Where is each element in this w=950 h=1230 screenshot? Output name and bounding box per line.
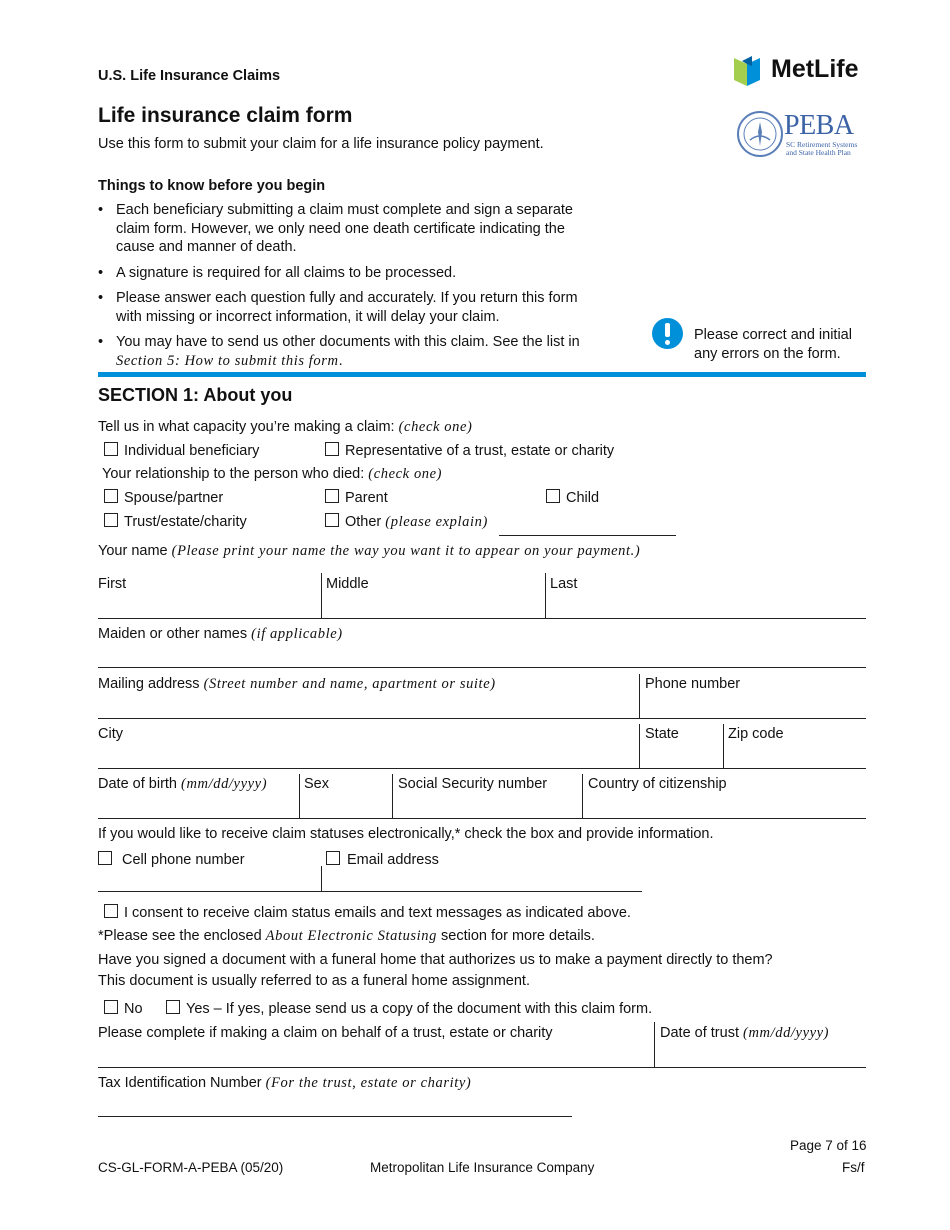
things-heading: Things to know before you begin <box>98 178 326 194</box>
metlife-wordmark: MetLife <box>771 55 859 83</box>
peba-logo <box>736 110 868 160</box>
page-number: Page 7 of 16 <box>790 1138 867 1153</box>
date-of-trust-field[interactable]: Date of trust (mm/dd/yyyy) <box>660 1025 830 1041</box>
field-divider <box>299 774 300 819</box>
field-divider <box>392 774 393 819</box>
things-list <box>98 201 588 377</box>
page-title: Life insurance claim form <box>98 104 353 127</box>
field-underline <box>98 818 866 819</box>
email-option[interactable]: Email address <box>326 851 439 868</box>
capacity-question: Tell us in what capacity you’re making a claim: (check one) <box>98 419 473 435</box>
funeral-no-checkbox[interactable] <box>104 1000 118 1014</box>
company-name: Metropolitan Life Insurance Company <box>370 1160 595 1175</box>
first-name-field[interactable]: First <box>98 576 127 592</box>
field-divider <box>321 866 322 892</box>
other-explain-field[interactable] <box>499 535 676 536</box>
section-1-heading: SECTION 1: About you <box>98 385 293 405</box>
representative-option[interactable]: Representative of a trust, estate or charity <box>325 442 614 459</box>
footer-code: Fs/f <box>842 1160 865 1175</box>
consent-option[interactable]: I consent to receive claim status emails and text messages as indicated above. <box>104 904 631 921</box>
parent-option[interactable]: Parent <box>325 489 388 506</box>
field-divider <box>639 724 640 769</box>
section-divider <box>98 372 866 377</box>
state-seal-icon <box>736 110 784 158</box>
mailing-address-field[interactable]: Mailing address (Street number and name, apartment or suite) <box>98 676 496 692</box>
tin-field[interactable] <box>98 1116 572 1117</box>
zip-code-field[interactable]: Zip code <box>728 726 784 742</box>
date-of-birth-field[interactable]: Date of birth (mm/dd/yyyy) <box>98 776 268 792</box>
list-item: • Each beneficiary submitting a claim must complete and sign a separate claim form. However, we only need one death certificate indicating the cause and manner of death. <box>98 201 588 257</box>
city-field[interactable]: City <box>98 726 123 742</box>
representative-checkbox[interactable] <box>325 442 339 456</box>
spouse-option[interactable]: Spouse/partner <box>104 489 223 506</box>
last-name-field[interactable]: Last <box>550 576 578 592</box>
field-divider <box>723 724 724 769</box>
electronic-status-question: If you would like to receive claim statuses electronically,* check the box and provide information. <box>98 826 714 842</box>
list-item: • A signature is required for all claims to be processed. <box>98 264 588 283</box>
your-name-label: Your name (Please print your name the way you want it to appear on your payment.) <box>98 543 641 559</box>
email-checkbox[interactable] <box>326 851 340 865</box>
peba-wordmark: PEBA <box>784 110 854 141</box>
field-divider <box>545 573 546 618</box>
field-divider <box>654 1022 655 1067</box>
other-checkbox[interactable] <box>325 513 339 527</box>
child-checkbox[interactable] <box>546 489 560 503</box>
trust-instructions: Please complete if making a claim on behalf of a trust, estate or charity <box>98 1025 553 1041</box>
field-underline <box>98 618 866 619</box>
individual-option[interactable]: Individual beneficiary <box>104 442 259 459</box>
ssn-field[interactable]: Social Security number <box>398 776 548 792</box>
relationship-question: Your relationship to the person who died: (check one) <box>102 466 443 482</box>
form-kicker: U.S. Life Insurance Claims <box>98 68 281 84</box>
parent-checkbox[interactable] <box>325 489 339 503</box>
state-field[interactable]: State <box>645 726 679 742</box>
peba-tagline-2: and State Health Plan <box>786 148 851 157</box>
maiden-names-field[interactable]: Maiden or other names (if applicable) <box>98 626 343 642</box>
trust-checkbox[interactable] <box>104 513 118 527</box>
spouse-checkbox[interactable] <box>104 489 118 503</box>
alert-icon <box>652 318 683 349</box>
notice-text: Please correct and initial any errors on the form. <box>694 327 852 362</box>
tin-label: Tax Identification Number (For the trust, estate or charity) <box>98 1075 472 1091</box>
contact-field-underline[interactable] <box>98 891 642 892</box>
field-divider <box>582 774 583 819</box>
electronic-note: *Please see the enclosed About Electronic Statusing section for more details. <box>98 928 595 944</box>
peba-tagline-1: SC Retirement Systems <box>786 140 858 149</box>
child-option[interactable]: Child <box>546 489 599 506</box>
field-underline <box>98 1067 866 1068</box>
other-option[interactable]: Other (please explain) <box>325 513 488 531</box>
metlife-mark-icon <box>734 54 766 86</box>
individual-checkbox[interactable] <box>104 442 118 456</box>
metlife-logo <box>734 54 868 86</box>
field-underline <box>98 768 866 769</box>
funeral-yes-checkbox[interactable] <box>166 1000 180 1014</box>
field-divider <box>639 674 640 719</box>
form-id: CS-GL-FORM-A-PEBA (05/20) <box>98 1160 284 1175</box>
phone-number-field[interactable]: Phone number <box>645 676 741 692</box>
field-underline <box>98 667 866 668</box>
page-subtitle: Use this form to submit your claim for a life insurance policy payment. <box>98 136 544 152</box>
funeral-no-option[interactable]: No <box>104 1000 143 1017</box>
country-field[interactable]: Country of citizenship <box>588 776 727 792</box>
cell-phone-option[interactable]: Cell phone number <box>98 851 245 868</box>
trust-option[interactable]: Trust/estate/charity <box>104 513 247 530</box>
list-item: • Please answer each question fully and accurately. If you return this form with missing or incorrect information, it will delay your claim. <box>98 289 588 326</box>
sex-field[interactable]: Sex <box>304 776 329 792</box>
field-divider <box>321 573 322 618</box>
list-item: • You may have to send us other documents with this claim. See the list in Section 5: How to submit this form. <box>98 333 588 370</box>
cell-phone-checkbox[interactable] <box>98 851 112 865</box>
middle-name-field[interactable]: Middle <box>326 576 369 592</box>
funeral-yes-option[interactable]: Yes – If yes, please send us a copy of the document with this claim form. <box>166 1000 652 1017</box>
consent-checkbox[interactable] <box>104 904 118 918</box>
field-underline <box>98 718 866 719</box>
funeral-question-1: Have you signed a document with a funeral home that authorizes us to make a payment directly to them? <box>98 952 773 968</box>
funeral-question-2: This document is usually referred to as a funeral home assignment. <box>98 973 530 989</box>
